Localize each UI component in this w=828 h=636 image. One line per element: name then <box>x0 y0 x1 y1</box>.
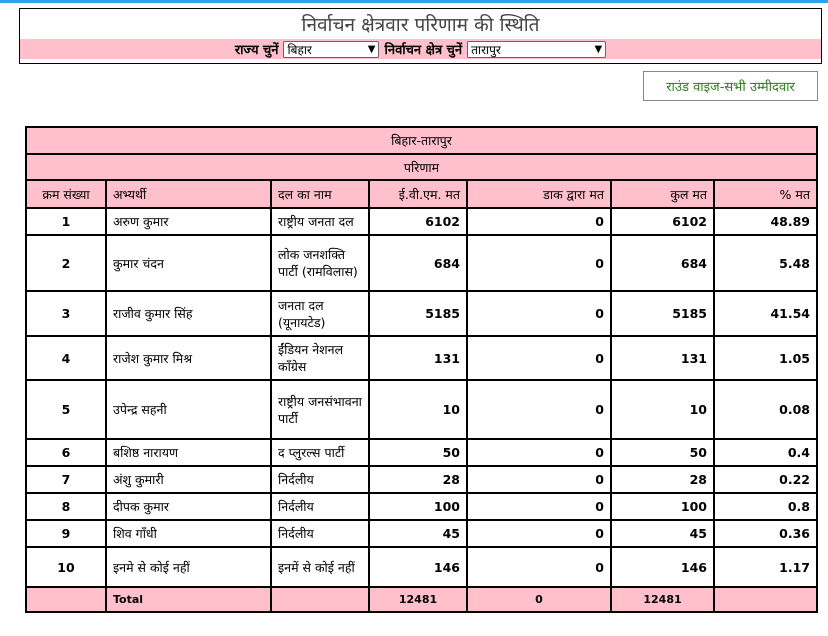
table-cell-sno: 1 <box>26 208 106 235</box>
table-cell-party: द प्लुरल्स पार्टी <box>271 439 369 466</box>
chevron-down-icon: ▼ <box>367 43 376 55</box>
table-cell-pct: 5.48 <box>714 235 817 291</box>
table-cell-total: 45 <box>611 520 714 547</box>
table-cell-party: निर्दलीय <box>271 493 369 520</box>
table-cell-candidate: इनमे से कोई नहीं <box>106 547 271 587</box>
table-cell-pct: 0.08 <box>714 380 817 439</box>
table-cell-postal: 0 <box>467 235 611 291</box>
table-cell-sno: 9 <box>26 520 106 547</box>
table-cell-postal: 0 <box>467 208 611 235</box>
col-header-candidate: अभ्यर्थी <box>106 180 271 208</box>
table-cell-total: 131 <box>611 336 714 380</box>
state-label: राज्य चुनें <box>234 43 279 58</box>
table-row <box>26 547 817 587</box>
table-row <box>26 235 817 291</box>
table-cell-party: राष्ट्रीय जनसंभावना पार्टी <box>271 380 369 439</box>
table-cell-sno: 3 <box>26 291 106 336</box>
table-cell-sno: 6 <box>26 439 106 466</box>
table-cell-pct: 1.05 <box>714 336 817 380</box>
table-cell-party: जनता दल (यूनायटेड) <box>271 291 369 336</box>
table-cell-candidate: शिव गाँधी <box>106 520 271 547</box>
total-empty-cell <box>26 587 106 612</box>
table-title: बिहार-तारापुर <box>26 127 817 154</box>
table-cell-postal: 0 <box>467 466 611 493</box>
total-row <box>26 587 817 612</box>
table-cell-party: लोक जनशक्ति पार्टी (रामविलास) <box>271 235 369 291</box>
table-cell-postal: 0 <box>467 336 611 380</box>
total-postal: 0 <box>467 587 611 612</box>
results-body <box>26 208 817 587</box>
table-cell-evm: 684 <box>369 235 467 291</box>
total-empty-cell <box>271 587 369 612</box>
selector-row <box>20 39 821 59</box>
table-cell-sno: 8 <box>26 493 106 520</box>
col-header-evm: ई.वी.एम. मत <box>369 180 467 208</box>
table-cell-party: ईंडियन नेशनल काँग्रेस <box>271 336 369 380</box>
table-cell-total: 50 <box>611 439 714 466</box>
total-empty-cell <box>714 587 817 612</box>
round-wise-button[interactable]: राउंड वाइज-सभी उम्मीदवार <box>643 71 818 101</box>
table-cell-pct: 1.17 <box>714 547 817 587</box>
table-cell-total: 5185 <box>611 291 714 336</box>
table-cell-candidate: कुमार चंदन <box>106 235 271 291</box>
table-subtitle: परिणाम <box>26 154 817 180</box>
table-cell-party: इनमें से कोई नहीं <box>271 547 369 587</box>
table-cell-sno: 2 <box>26 235 106 291</box>
constituency-select-value: तारापुर <box>471 42 501 57</box>
table-cell-total: 10 <box>611 380 714 439</box>
table-cell-evm: 28 <box>369 466 467 493</box>
table-cell-pct: 0.8 <box>714 493 817 520</box>
table-cell-sno: 4 <box>26 336 106 380</box>
constituency-label: निर्वाचन क्षेत्र चुनें <box>384 43 463 58</box>
col-header-sno: क्रम संख्या <box>26 180 106 208</box>
table-cell-evm: 146 <box>369 547 467 587</box>
col-header-pct: % मत <box>714 180 817 208</box>
table-cell-party: राष्ट्रीय जनता दल <box>271 208 369 235</box>
table-cell-postal: 0 <box>467 493 611 520</box>
table-cell-pct: 48.89 <box>714 208 817 235</box>
table-cell-candidate: अंशु कुमारी <box>106 466 271 493</box>
state-select-value: बिहार <box>287 42 312 57</box>
table-cell-pct: 0.36 <box>714 520 817 547</box>
table-cell-evm: 6102 <box>369 208 467 235</box>
table-cell-postal: 0 <box>467 291 611 336</box>
total-label: Total <box>106 587 271 612</box>
page-title: निर्वाचन क्षेत्रवार परिणाम की स्थिति <box>301 14 540 36</box>
col-header-total: कुल मत <box>611 180 714 208</box>
table-cell-evm: 45 <box>369 520 467 547</box>
table-cell-pct: 0.4 <box>714 439 817 466</box>
total-evm: 12481 <box>369 587 467 612</box>
table-cell-total: 684 <box>611 235 714 291</box>
table-row <box>26 208 817 235</box>
table-cell-candidate: बशिष्ठ नारायण <box>106 439 271 466</box>
table-cell-evm: 100 <box>369 493 467 520</box>
table-cell-candidate: राजीव कुमार सिंह <box>106 291 271 336</box>
chevron-down-icon: ▼ <box>594 43 603 55</box>
table-cell-evm: 131 <box>369 336 467 380</box>
table-cell-total: 28 <box>611 466 714 493</box>
table-cell-evm: 10 <box>369 380 467 439</box>
table-cell-postal: 0 <box>467 439 611 466</box>
table-cell-candidate: अरुण कुमार <box>106 208 271 235</box>
table-cell-party: निर्दलीय <box>271 466 369 493</box>
table-row <box>26 493 817 520</box>
table-cell-total: 6102 <box>611 208 714 235</box>
table-row <box>26 520 817 547</box>
table-cell-sno: 7 <box>26 466 106 493</box>
table-cell-postal: 0 <box>467 547 611 587</box>
table-cell-candidate: राजेश कुमार मिश्र <box>106 336 271 380</box>
table-row <box>26 466 817 493</box>
col-header-postal: डाक द्वारा मत <box>467 180 611 208</box>
table-header-row <box>26 180 817 208</box>
table-cell-total: 146 <box>611 547 714 587</box>
table-cell-party: निर्दलीय <box>271 520 369 547</box>
table-cell-sno: 5 <box>26 380 106 439</box>
table-cell-sno: 10 <box>26 547 106 587</box>
table-cell-postal: 0 <box>467 520 611 547</box>
table-cell-candidate: दीपक कुमार <box>106 493 271 520</box>
table-row <box>26 380 817 439</box>
table-row <box>26 291 817 336</box>
table-cell-postal: 0 <box>467 380 611 439</box>
table-cell-evm: 5185 <box>369 291 467 336</box>
header-panel <box>19 8 822 64</box>
table-cell-candidate: उपेन्द्र सहनी <box>106 380 271 439</box>
total-total: 12481 <box>611 587 714 612</box>
table-cell-pct: 41.54 <box>714 291 817 336</box>
state-select[interactable] <box>283 41 379 58</box>
top-accent-line <box>0 0 828 3</box>
table-cell-pct: 0.22 <box>714 466 817 493</box>
table-cell-evm: 50 <box>369 439 467 466</box>
table-row <box>26 439 817 466</box>
table-row <box>26 336 817 380</box>
results-table <box>25 126 818 613</box>
col-header-party: दल का नाम <box>271 180 369 208</box>
table-cell-total: 100 <box>611 493 714 520</box>
constituency-select[interactable] <box>467 41 606 58</box>
